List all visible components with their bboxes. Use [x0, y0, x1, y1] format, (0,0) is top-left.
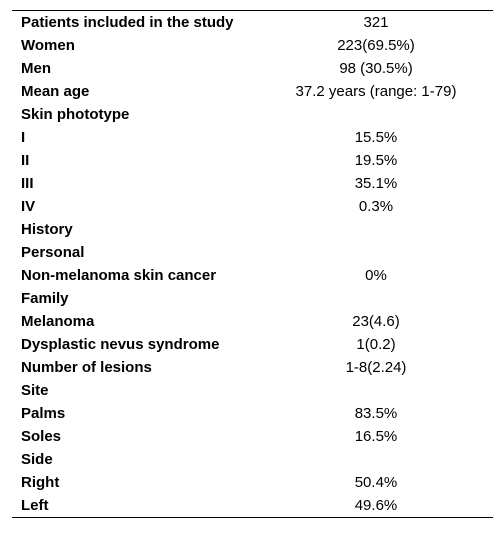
- row-label: Melanoma: [21, 313, 95, 330]
- row-value: 0.3%: [358, 198, 394, 215]
- table-row: [12, 103, 493, 126]
- row-label: History: [21, 221, 73, 238]
- table-row: [12, 195, 493, 218]
- table-row: [12, 149, 493, 172]
- row-label: Personal: [21, 244, 85, 261]
- row-value: 98 (30.5%): [339, 60, 413, 77]
- row-label: Men: [21, 60, 51, 77]
- row-label: Dysplastic nevus syndrome: [21, 336, 220, 353]
- table-row: [12, 11, 493, 34]
- row-value: 1-8(2.24): [345, 359, 407, 376]
- table-row: [12, 494, 493, 517]
- row-value: [259, 448, 493, 471]
- patient-characteristics-table: [12, 11, 493, 517]
- row-label: Right: [21, 474, 60, 491]
- table-row: [12, 264, 493, 287]
- row-value: 321: [363, 14, 389, 31]
- table-row: [12, 34, 493, 57]
- row-value: 223(69.5%): [337, 37, 415, 54]
- row-value: 37.2 years (range: 1-79): [295, 83, 457, 100]
- row-label: Side: [21, 451, 53, 468]
- row-value: 16.5%: [354, 428, 398, 445]
- row-value: 49.6%: [354, 497, 398, 514]
- row-value: 23(4.6): [352, 313, 400, 330]
- row-value: 0%: [365, 267, 387, 284]
- row-value: 1(0.2): [356, 336, 396, 353]
- row-value: 35.1%: [354, 175, 398, 192]
- table-row: [12, 241, 493, 264]
- row-label: II: [21, 152, 30, 169]
- table-row: [12, 57, 493, 80]
- table-row: [12, 80, 493, 103]
- table-row: [12, 402, 493, 425]
- table-row: [12, 379, 493, 402]
- table-row: [12, 287, 493, 310]
- table-row: [12, 218, 493, 241]
- row-value: [259, 103, 493, 126]
- row-value: [259, 241, 493, 264]
- row-label: Mean age: [21, 83, 90, 100]
- row-value: 19.5%: [354, 152, 398, 169]
- row-value: 15.5%: [354, 129, 398, 146]
- row-value: 83.5%: [354, 405, 398, 422]
- row-value: [259, 379, 493, 402]
- row-label: I: [21, 129, 26, 146]
- table-row: [12, 310, 493, 333]
- row-value: 50.4%: [354, 474, 398, 491]
- row-label: Patients included in the study: [21, 14, 234, 31]
- row-label: Family: [21, 290, 69, 307]
- table-row: [12, 126, 493, 149]
- table-row: [12, 333, 493, 356]
- row-label: Site: [21, 382, 49, 399]
- row-label: Women: [21, 37, 75, 54]
- row-label: III: [21, 175, 34, 192]
- table-row: [12, 425, 493, 448]
- row-label: Non-melanoma skin cancer: [21, 267, 217, 284]
- table-row: [12, 471, 493, 494]
- row-label: Left: [21, 497, 49, 514]
- row-label: IV: [21, 198, 36, 215]
- table-row: [12, 356, 493, 379]
- row-value: [259, 287, 493, 310]
- row-label: Skin phototype: [21, 106, 130, 123]
- row-label: Soles: [21, 428, 62, 445]
- patient-characteristics-table-wrapper: [12, 10, 493, 518]
- row-value: [259, 218, 493, 241]
- table-row: [12, 448, 493, 471]
- row-label: Palms: [21, 405, 66, 422]
- table-row: [12, 172, 493, 195]
- row-label: Number of lesions: [21, 359, 152, 376]
